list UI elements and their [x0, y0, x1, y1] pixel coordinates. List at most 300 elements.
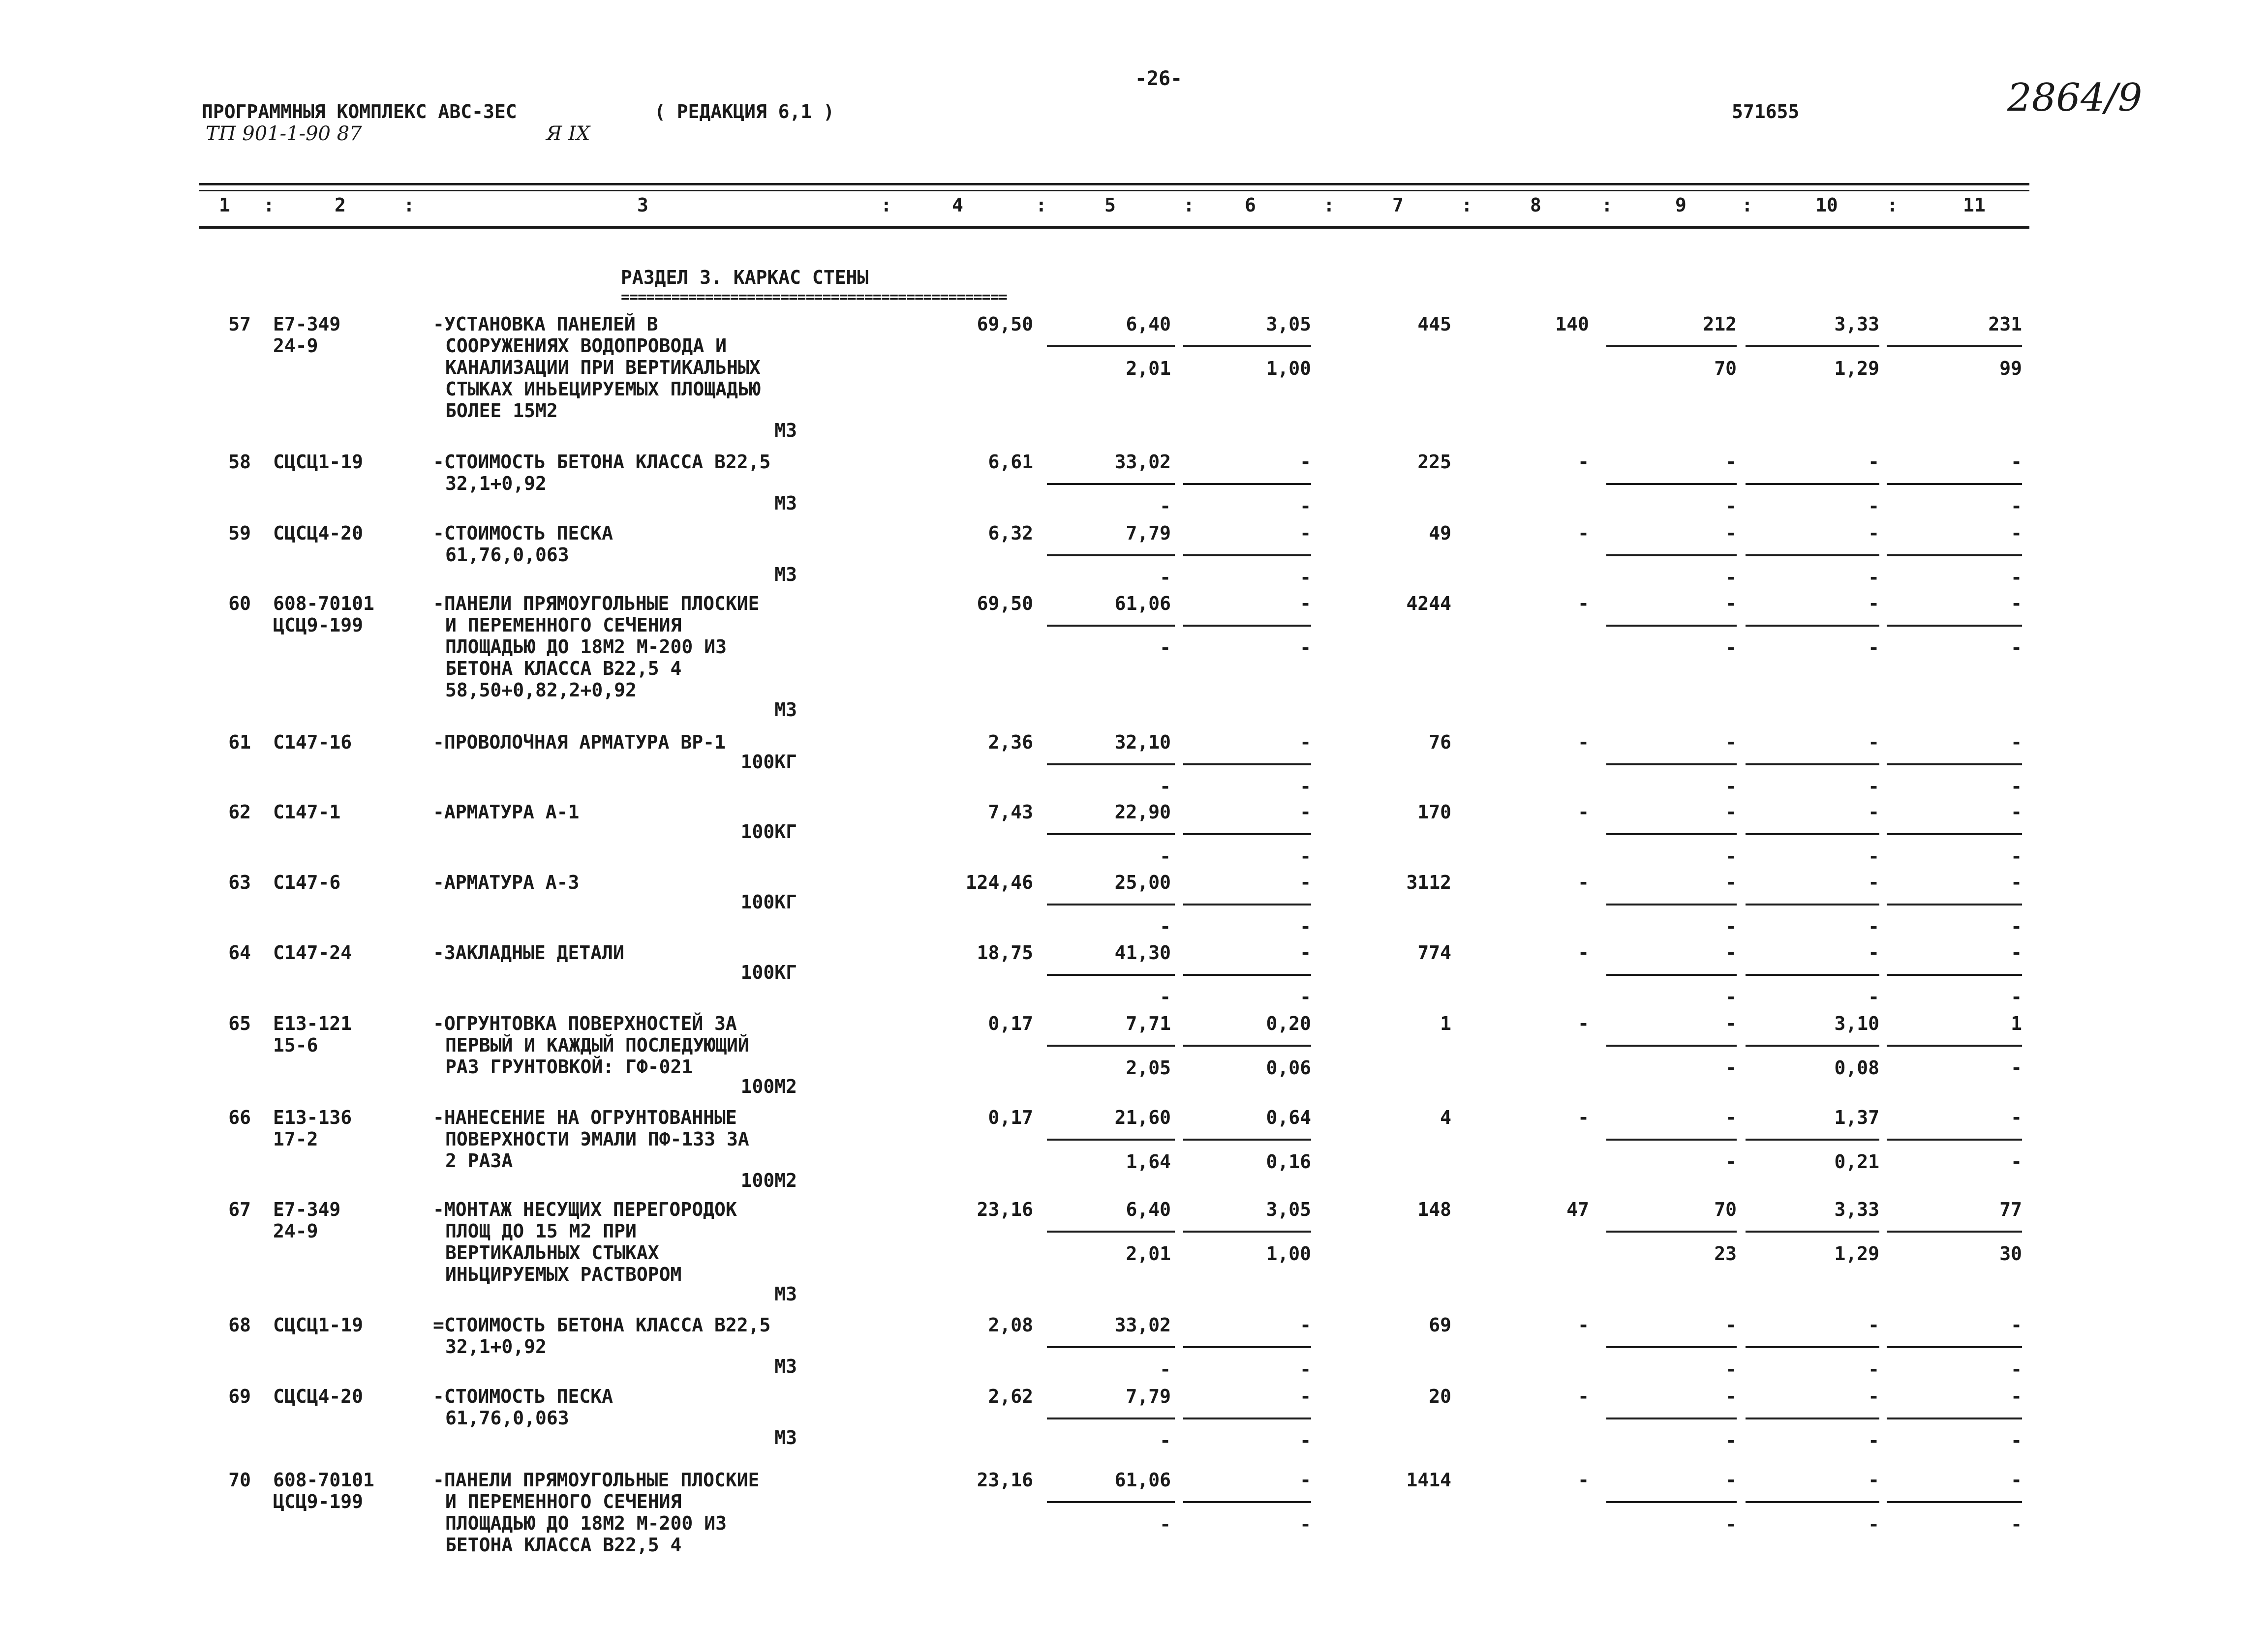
cell-col-11-lower: -: [2011, 986, 2022, 1008]
cell-col-6: 3,05: [1266, 313, 1311, 335]
cell-col-11: -: [2011, 593, 2022, 614]
cell-col-11-lower: 99: [1999, 358, 2022, 379]
cell-col-4: 2,08: [988, 1314, 1033, 1336]
cell-fraction-rule: [1606, 625, 1737, 627]
resource-code: С147-24: [273, 942, 352, 964]
document-number: 571655: [1732, 101, 1800, 122]
cell-col-9-lower: -: [1725, 1358, 1737, 1380]
cell-fraction-rule: [1746, 904, 1879, 905]
row-number: 58: [228, 451, 251, 473]
cell-fraction-rule: [1746, 763, 1879, 765]
cell-col-4: 18,75: [977, 942, 1033, 964]
unit-of-measure: М3: [774, 564, 797, 585]
row-number: 61: [228, 731, 251, 753]
cell-fraction-rule: [1887, 833, 2022, 835]
unit-of-measure: М3: [774, 492, 797, 514]
cell-col-10-lower: 1,29: [1834, 1243, 1879, 1265]
program-title: ПРОГРАММНЫЯ КОМПЛЕКС АВС-3ЕС: [202, 101, 517, 122]
cell-fraction-rule: [1887, 1045, 2022, 1047]
row-number: 66: [228, 1107, 251, 1128]
cell-col-8: -: [1578, 593, 1589, 614]
table-top-rule: [199, 183, 2029, 185]
cell-col-10: -: [1868, 1314, 1879, 1336]
cell-col-9: -: [1725, 1314, 1737, 1336]
cell-col-10: -: [1868, 593, 1879, 614]
cell-fraction-rule: [1047, 1139, 1175, 1141]
work-description: БЕТОНА КЛАССА В22,5 4: [445, 658, 682, 679]
cell-fraction-rule: [1746, 1139, 1879, 1141]
section-underline: ==============================================: [621, 289, 1007, 306]
row-number: 57: [228, 313, 251, 335]
work-description: СТЫКАХ ИНЬЕЦИРУЕМЫХ ПЛОЩАДЬЮ: [445, 378, 761, 400]
cell-col-9-lower: -: [1725, 1151, 1737, 1173]
cell-col-5-lower: -: [1160, 845, 1171, 867]
cell-col-10-lower: 0,08: [1834, 1057, 1879, 1079]
cell-col-10: 3,33: [1834, 1199, 1879, 1220]
cell-col-10: -: [1868, 731, 1879, 753]
work-description: -ПРОВОЛОЧНАЯ АРМАТУРА ВР-1: [433, 731, 726, 753]
cell-fraction-rule: [1887, 1139, 2022, 1141]
cell-col-11: -: [2011, 1314, 2022, 1336]
cell-col-11-lower: -: [2011, 495, 2022, 517]
cell-fraction-rule: [1047, 833, 1175, 835]
cell-col-6-lower: 1,00: [1266, 1243, 1311, 1265]
cell-col-5-lower: -: [1160, 495, 1171, 517]
work-description: -ПАНЕЛИ ПРЯМОУГОЛЬНЫЕ ПЛОСКИЕ: [433, 1469, 760, 1491]
cell-col-7: 1414: [1406, 1469, 1451, 1491]
cell-col-9-lower: -: [1725, 637, 1737, 659]
resource-code: СЦСЦ4-20: [273, 522, 364, 544]
work-description: -СТОИМОСТЬ БЕТОНА КЛАССА В22,5: [433, 451, 771, 473]
cell-col-7: 1: [1440, 1013, 1451, 1034]
work-description: 61,76,0,063: [445, 1407, 569, 1429]
cell-col-5-lower: -: [1160, 567, 1171, 588]
cell-fraction-rule: [1047, 1418, 1175, 1419]
column-separator: :: [1323, 194, 1335, 216]
cell-fraction-rule: [1183, 625, 1311, 627]
cell-col-10: -: [1868, 1386, 1879, 1407]
cell-fraction-rule: [1047, 974, 1175, 976]
column-header-6: 6: [1245, 194, 1256, 216]
cell-col-5-lower: -: [1160, 637, 1171, 659]
work-description: 2 РАЗА: [445, 1150, 513, 1172]
cell-col-6-lower: -: [1300, 567, 1311, 588]
cell-col-6-lower: -: [1300, 1358, 1311, 1380]
cell-fraction-rule: [1183, 974, 1311, 976]
cell-col-8: -: [1578, 451, 1589, 473]
cell-col-9: -: [1725, 801, 1737, 823]
column-header-10: 10: [1815, 194, 1838, 216]
work-description: -ЗАКЛАДНЫЕ ДЕТАЛИ: [433, 942, 624, 964]
cell-col-6: -: [1300, 1386, 1311, 1407]
cell-col-9-lower: -: [1725, 845, 1737, 867]
cell-col-10-lower: -: [1868, 1358, 1879, 1380]
cell-col-7: 170: [1417, 801, 1451, 823]
cell-col-5-lower: -: [1160, 1513, 1171, 1535]
cell-col-11: 231: [1988, 313, 2022, 335]
cell-col-9: -: [1725, 731, 1737, 753]
cell-col-5-lower: -: [1160, 986, 1171, 1008]
work-description: ПЕРВЫЙ И КАЖДЫЙ ПОСЛЕДУЮЩИЙ: [445, 1034, 749, 1056]
unit-of-measure: М3: [774, 1283, 797, 1305]
column-separator: :: [1887, 194, 1898, 216]
cell-col-9: -: [1725, 593, 1737, 614]
cell-fraction-rule: [1047, 1501, 1175, 1503]
cell-fraction-rule: [1606, 1231, 1737, 1233]
cell-col-4: 0,17: [988, 1013, 1033, 1034]
cell-fraction-rule: [1047, 1045, 1175, 1047]
cell-fraction-rule: [1746, 345, 1879, 347]
cell-col-8: 47: [1566, 1199, 1589, 1220]
cell-fraction-rule: [1047, 345, 1175, 347]
column-header-3: 3: [637, 194, 648, 216]
cell-fraction-rule: [1047, 1346, 1175, 1348]
album-code: Я IX: [546, 122, 590, 145]
column-header-11: 11: [1963, 194, 1986, 216]
cell-fraction-rule: [1887, 763, 2022, 765]
cell-col-4: 69,50: [977, 313, 1033, 335]
resource-code: Е7-349: [273, 313, 341, 335]
cell-col-5-lower: -: [1160, 1430, 1171, 1451]
work-description: -УСТАНОВКА ПАНЕЛЕЙ В: [433, 313, 658, 335]
resource-code: 608-70101: [273, 1469, 374, 1491]
cell-col-11-lower: -: [2011, 845, 2022, 867]
resource-code: Е13-121: [273, 1013, 352, 1034]
cell-col-6: 3,05: [1266, 1199, 1311, 1220]
edition-label: ( РЕДАКЦИЯ 6,1 ): [654, 101, 835, 122]
table-header-rule: [199, 226, 2029, 229]
column-header-7: 7: [1392, 194, 1404, 216]
cell-col-11: -: [2011, 942, 2022, 964]
work-description: ПЛОЩ ДО 15 М2 ПРИ: [445, 1220, 637, 1242]
cell-col-11-lower: -: [2011, 1430, 2022, 1451]
cell-col-5-lower: -: [1160, 776, 1171, 797]
cell-fraction-rule: [1606, 345, 1737, 347]
cell-col-8: -: [1578, 1107, 1589, 1128]
cell-col-7: 69: [1429, 1314, 1451, 1336]
cell-fraction-rule: [1606, 974, 1737, 976]
cell-col-4: 69,50: [977, 593, 1033, 614]
row-number: 70: [228, 1469, 251, 1491]
cell-col-8: -: [1578, 1314, 1589, 1336]
cell-col-4: 124,46: [965, 872, 1033, 893]
unit-of-measure: 100КГ: [740, 891, 797, 913]
cell-col-11-lower: -: [2011, 916, 2022, 937]
cell-col-10-lower: -: [1868, 986, 1879, 1008]
cell-col-11: -: [2011, 731, 2022, 753]
cell-fraction-rule: [1183, 763, 1311, 765]
work-description: -АРМАТУРА А-3: [433, 872, 580, 893]
cell-col-5: 21,60: [1114, 1107, 1171, 1128]
work-description: КАНАЛИЗАЦИИ ПРИ ВЕРТИКАЛЬНЫХ: [445, 357, 761, 378]
cell-col-9: 70: [1714, 1199, 1737, 1220]
cell-col-6-lower: -: [1300, 916, 1311, 937]
cell-col-4: 2,62: [988, 1386, 1033, 1407]
cell-col-8: -: [1578, 1013, 1589, 1034]
resource-code: С147-16: [273, 731, 352, 753]
cell-col-8: -: [1578, 801, 1589, 823]
cell-col-6: -: [1300, 942, 1311, 964]
work-description: -МОНТАЖ НЕСУЩИХ ПЕРЕГОРОДОК: [433, 1199, 737, 1220]
work-description: И ПЕРЕМЕННОГО СЕЧЕНИЯ: [445, 1491, 682, 1512]
cell-col-11: -: [2011, 1469, 2022, 1491]
cell-fraction-rule: [1887, 1501, 2022, 1503]
cell-col-10: -: [1868, 942, 1879, 964]
resource-code: СЦСЦ1-19: [273, 1314, 364, 1336]
cell-col-9-lower: -: [1725, 1513, 1737, 1535]
cell-col-11-lower: -: [2011, 1358, 2022, 1380]
row-number: 59: [228, 522, 251, 544]
cell-col-11-lower: -: [2011, 567, 2022, 588]
cell-fraction-rule: [1887, 554, 2022, 556]
cell-fraction-rule: [1606, 833, 1737, 835]
cell-col-5: 7,79: [1126, 522, 1171, 544]
cell-col-5-lower: 2,05: [1126, 1057, 1171, 1079]
column-separator: :: [881, 194, 892, 216]
cell-col-6-lower: 1,00: [1266, 358, 1311, 379]
cell-col-9: -: [1725, 451, 1737, 473]
section-title: РАЗДЕЛ 3. КАРКАС СТЕНЫ: [621, 267, 869, 288]
cell-col-8: -: [1578, 522, 1589, 544]
cell-col-6-lower: -: [1300, 776, 1311, 797]
cell-col-9: -: [1725, 522, 1737, 544]
handwritten-stamp: 2864/9: [2007, 76, 2143, 120]
cell-col-9: -: [1725, 1107, 1737, 1128]
cell-col-9: -: [1725, 1469, 1737, 1491]
resource-code: СЦСЦ1-19: [273, 451, 364, 473]
cell-col-9-lower: 23: [1714, 1243, 1737, 1265]
cell-col-11: -: [2011, 872, 2022, 893]
cell-col-6-lower: -: [1300, 495, 1311, 517]
cell-col-9-lower: 70: [1714, 358, 1737, 379]
work-description: И ПЕРЕМЕННОГО СЕЧЕНИЯ: [445, 614, 682, 636]
cell-col-5: 33,02: [1114, 1314, 1171, 1336]
cell-col-10: -: [1868, 522, 1879, 544]
cell-col-7: 148: [1417, 1199, 1451, 1220]
cell-col-6-lower: -: [1300, 637, 1311, 659]
cell-fraction-rule: [1183, 1501, 1311, 1503]
cell-col-4: 7,43: [988, 801, 1033, 823]
cell-fraction-rule: [1606, 1139, 1737, 1141]
column-header-9: 9: [1675, 194, 1686, 216]
cell-col-10: 3,33: [1834, 313, 1879, 335]
column-separator: :: [1601, 194, 1613, 216]
cell-col-10-lower: -: [1868, 495, 1879, 517]
cell-col-8: -: [1578, 1386, 1589, 1407]
column-header-8: 8: [1530, 194, 1541, 216]
cell-col-11-lower: -: [2011, 1151, 2022, 1173]
cell-col-4: 6,32: [988, 522, 1033, 544]
column-separator: :: [1461, 194, 1472, 216]
resource-code: С147-6: [273, 872, 341, 893]
cell-col-10: 1,37: [1834, 1107, 1879, 1128]
work-description: -СТОИМОСТЬ ПЕСКА: [433, 1386, 613, 1407]
cell-fraction-rule: [1183, 833, 1311, 835]
unit-of-measure: 100КГ: [740, 751, 797, 773]
cell-col-5-lower: 2,01: [1126, 1243, 1171, 1265]
cell-fraction-rule: [1183, 1139, 1311, 1141]
project-code: ТП 901-1-90 87: [206, 122, 362, 145]
resource-code-secondary: 15-6: [273, 1034, 318, 1056]
cell-col-6-lower: 0,16: [1266, 1151, 1311, 1173]
cell-col-9-lower: -: [1725, 1430, 1737, 1451]
cell-col-11: -: [2011, 1107, 2022, 1128]
cell-fraction-rule: [1183, 554, 1311, 556]
cell-fraction-rule: [1183, 483, 1311, 485]
column-separator: :: [1183, 194, 1195, 216]
cell-col-4: 0,17: [988, 1107, 1033, 1128]
cell-col-11: -: [2011, 451, 2022, 473]
row-number: 62: [228, 801, 251, 823]
work-description: 32,1+0,92: [445, 473, 547, 494]
cell-col-10-lower: -: [1868, 567, 1879, 588]
cell-col-7: 76: [1429, 731, 1451, 753]
cell-fraction-rule: [1183, 1231, 1311, 1233]
cell-col-6: 0,64: [1266, 1107, 1311, 1128]
cell-col-10: -: [1868, 872, 1879, 893]
cell-col-11: 1: [2011, 1013, 2022, 1034]
work-description: ПОВЕРХНОСТИ ЭМАЛИ ПФ-133 ЗА: [445, 1128, 749, 1150]
unit-of-measure: М3: [774, 1427, 797, 1448]
cell-col-9: -: [1725, 1386, 1737, 1407]
cell-fraction-rule: [1746, 1418, 1879, 1419]
cell-fraction-rule: [1887, 1346, 2022, 1348]
cell-col-8: -: [1578, 731, 1589, 753]
cell-col-4: 2,36: [988, 731, 1033, 753]
resource-code-secondary: ЦСЦ9-199: [273, 1491, 364, 1512]
resource-code: С147-1: [273, 801, 341, 823]
cell-fraction-rule: [1606, 1045, 1737, 1047]
work-description: 32,1+0,92: [445, 1336, 547, 1358]
cell-col-6: -: [1300, 801, 1311, 823]
cell-fraction-rule: [1746, 833, 1879, 835]
work-description: -ОГРУНТОВКА ПОВЕРХНОСТЕЙ ЗА: [433, 1013, 737, 1034]
cell-fraction-rule: [1047, 483, 1175, 485]
cell-fraction-rule: [1887, 1418, 2022, 1419]
cell-fraction-rule: [1183, 345, 1311, 347]
cell-fraction-rule: [1047, 554, 1175, 556]
row-number: 60: [228, 593, 251, 614]
column-header-1: 1: [219, 194, 230, 216]
cell-fraction-rule: [1746, 1346, 1879, 1348]
unit-of-measure: 100М2: [740, 1170, 797, 1191]
cell-fraction-rule: [1047, 904, 1175, 905]
cell-col-10-lower: 1,29: [1834, 358, 1879, 379]
cell-col-4: 23,16: [977, 1199, 1033, 1220]
cell-col-10-lower: -: [1868, 776, 1879, 797]
resource-code-secondary: ЦСЦ9-199: [273, 614, 364, 636]
resource-code: СЦСЦ4-20: [273, 1386, 364, 1407]
row-number: 63: [228, 872, 251, 893]
column-separator: :: [403, 194, 415, 216]
resource-code: Е13-136: [273, 1107, 352, 1128]
cell-col-10-lower: -: [1868, 1513, 1879, 1535]
cell-fraction-rule: [1047, 625, 1175, 627]
cell-col-6: -: [1300, 1469, 1311, 1491]
resource-code: 608-70101: [273, 593, 374, 614]
cell-col-9-lower: -: [1725, 986, 1737, 1008]
cell-fraction-rule: [1887, 974, 2022, 976]
work-description: -АРМАТУРА А-1: [433, 801, 580, 823]
cell-col-10: 3,10: [1834, 1013, 1879, 1034]
cell-col-10: -: [1868, 1469, 1879, 1491]
cell-col-9-lower: -: [1725, 916, 1737, 937]
cell-col-7: 4244: [1406, 593, 1451, 614]
cell-col-6: -: [1300, 451, 1311, 473]
cell-col-11: 77: [1999, 1199, 2022, 1220]
cell-col-5-lower: -: [1160, 916, 1171, 937]
table-top-rule-thin: [199, 190, 2029, 191]
cell-fraction-rule: [1183, 1346, 1311, 1348]
work-description: ПЛОЩАДЬЮ ДО 18М2 М-200 ИЗ: [445, 636, 727, 658]
work-description: СООРУЖЕНИЯХ ВОДОПРОВОДА И: [445, 335, 727, 357]
cell-col-5: 22,90: [1114, 801, 1171, 823]
cell-col-10-lower: -: [1868, 916, 1879, 937]
cell-col-7: 20: [1429, 1386, 1451, 1407]
cell-col-6: -: [1300, 1314, 1311, 1336]
cell-col-10-lower: -: [1868, 637, 1879, 659]
cell-col-7: 774: [1417, 942, 1451, 964]
cell-fraction-rule: [1887, 904, 2022, 905]
cell-fraction-rule: [1887, 483, 2022, 485]
cell-col-11-lower: -: [2011, 637, 2022, 659]
row-number: 65: [228, 1013, 251, 1034]
cell-col-11-lower: -: [2011, 776, 2022, 797]
cell-fraction-rule: [1746, 625, 1879, 627]
cell-fraction-rule: [1047, 1231, 1175, 1233]
unit-of-measure: М3: [774, 420, 797, 441]
cell-col-5: 61,06: [1114, 593, 1171, 614]
cell-col-6-lower: 0,06: [1266, 1057, 1311, 1079]
cell-col-6-lower: -: [1300, 845, 1311, 867]
row-number: 69: [228, 1386, 251, 1407]
unit-of-measure: 100КГ: [740, 821, 797, 843]
column-separator: :: [1036, 194, 1047, 216]
cell-col-11: -: [2011, 1386, 2022, 1407]
row-number: 64: [228, 942, 251, 964]
cell-col-10: -: [1868, 801, 1879, 823]
cell-col-9-lower: -: [1725, 1057, 1737, 1079]
cell-col-8: -: [1578, 1469, 1589, 1491]
cell-col-10: -: [1868, 451, 1879, 473]
cell-fraction-rule: [1606, 1346, 1737, 1348]
work-description: ПЛОЩАДЬЮ ДО 18М2 М-200 ИЗ: [445, 1512, 727, 1534]
cell-col-5-lower: 1,64: [1126, 1151, 1171, 1173]
cell-col-11-lower: -: [2011, 1057, 2022, 1079]
cell-fraction-rule: [1746, 554, 1879, 556]
cell-col-6-lower: -: [1300, 986, 1311, 1008]
cell-col-5-lower: 2,01: [1126, 358, 1171, 379]
cell-col-11-lower: 30: [1999, 1243, 2022, 1265]
cell-col-6-lower: -: [1300, 1513, 1311, 1535]
work-description: -ПАНЕЛИ ПРЯМОУГОЛЬНЫЕ ПЛОСКИЕ: [433, 593, 760, 614]
cell-col-10-lower: -: [1868, 1430, 1879, 1451]
cell-col-9-lower: -: [1725, 776, 1737, 797]
cell-col-7: 3112: [1406, 872, 1451, 893]
cell-col-6: 0,20: [1266, 1013, 1311, 1034]
cell-col-6: -: [1300, 522, 1311, 544]
cell-col-5: 7,79: [1126, 1386, 1171, 1407]
cell-col-6: -: [1300, 593, 1311, 614]
work-description: ВЕРТИКАЛЬНЫХ СТЫКАХ: [445, 1242, 659, 1264]
cell-fraction-rule: [1606, 483, 1737, 485]
work-description: 61,76,0,063: [445, 544, 569, 566]
cell-fraction-rule: [1746, 1231, 1879, 1233]
cell-col-7: 225: [1417, 451, 1451, 473]
cell-col-9: -: [1725, 942, 1737, 964]
cell-fraction-rule: [1183, 1045, 1311, 1047]
cell-fraction-rule: [1746, 1501, 1879, 1503]
